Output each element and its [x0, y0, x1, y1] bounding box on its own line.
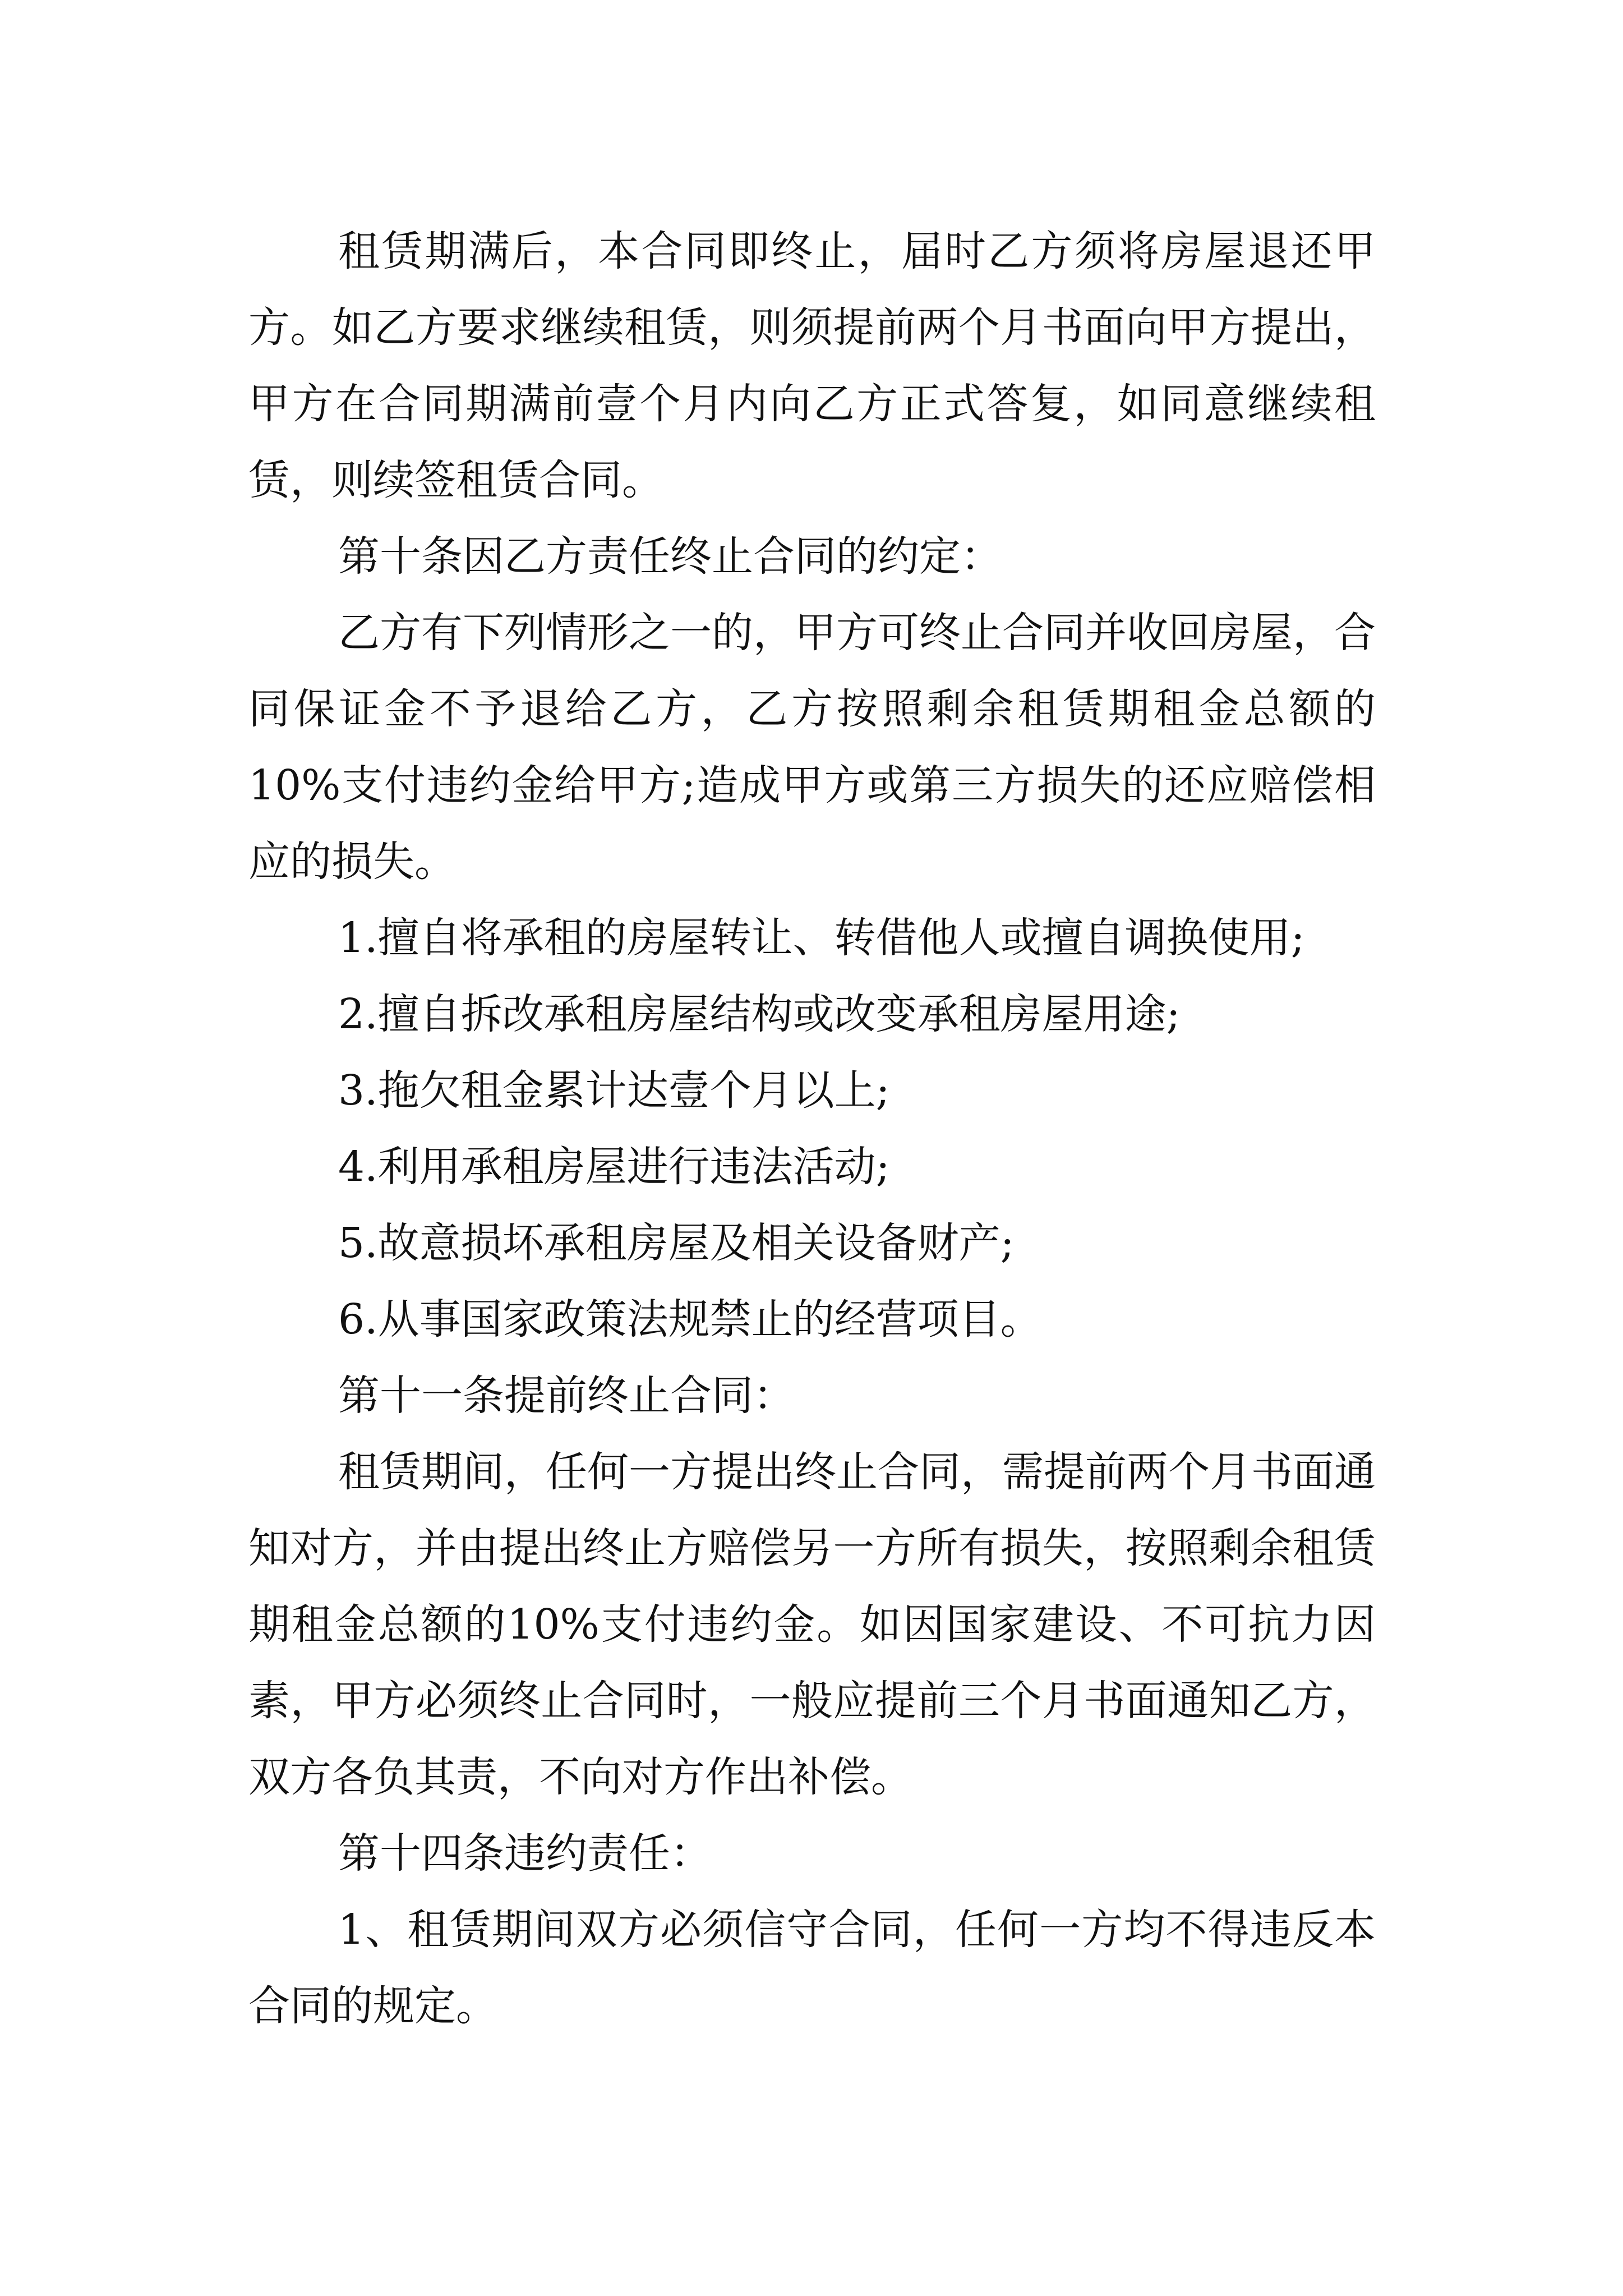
- heading-article-14: 第十四条违约责任：: [338, 1829, 712, 1878]
- list-item-6: 6.从事国家政策法规禁止的经营项目。: [338, 1295, 1042, 1343]
- paragraph-lease-expiry: 租赁期满后，本合同即终止，届时乙方须将房屋退还甲方。如乙方要求继续租赁，则须提前两个月书面向甲方提出，甲方在合同期满前壹个月内向乙方正式答复，如同意继续租赁，则续签租赁合同。: [248, 227, 1376, 504]
- list-item-2: 2.擅自拆改承租房屋结构或改变承租房屋用途;: [338, 990, 1181, 1038]
- paragraph-early-termination: 租赁期间，任何一方提出终止合同，需提前两个月书面通知对方，并由提出终止方赔偿另一方所有损失，按照剩余租赁期租金总额的10%支付违约金。如因国家建设、不可抗力因素，甲方必须终止合同时，一般应提前三个月书面通知乙方，双方各负其责，不向对方作出补偿。: [248, 1448, 1376, 1801]
- heading-article-10: 第十条因乙方责任终止合同的约定：: [338, 532, 1002, 581]
- paragraph-breach-liability-1: 1、租赁期间双方必须信守合同，任何一方均不得违反本合同的规定。: [248, 1906, 1376, 2030]
- list-item-1: 1.擅自将承租的房屋转让、转借他人或擅自调换使用;: [338, 914, 1305, 962]
- list-item-4: 4.利用承租房屋进行违法活动;: [338, 1143, 890, 1191]
- document-body: [248, 213, 1376, 2044]
- heading-article-11: 第十一条提前终止合同：: [338, 1372, 795, 1420]
- list-item-5: 5.故意损坏承租房屋及相关设备财产;: [338, 1219, 1015, 1267]
- list-item-3: 3.拖欠租金累计达壹个月以上;: [338, 1066, 890, 1115]
- paragraph-termination-conditions: 乙方有下列情形之一的，甲方可终止合同并收回房屋，合同保证金不予退给乙方，乙方按照剩余租赁期租金总额的10%支付违约金给甲方;造成甲方或第三方损失的还应赔偿相应的损失。: [248, 609, 1376, 886]
